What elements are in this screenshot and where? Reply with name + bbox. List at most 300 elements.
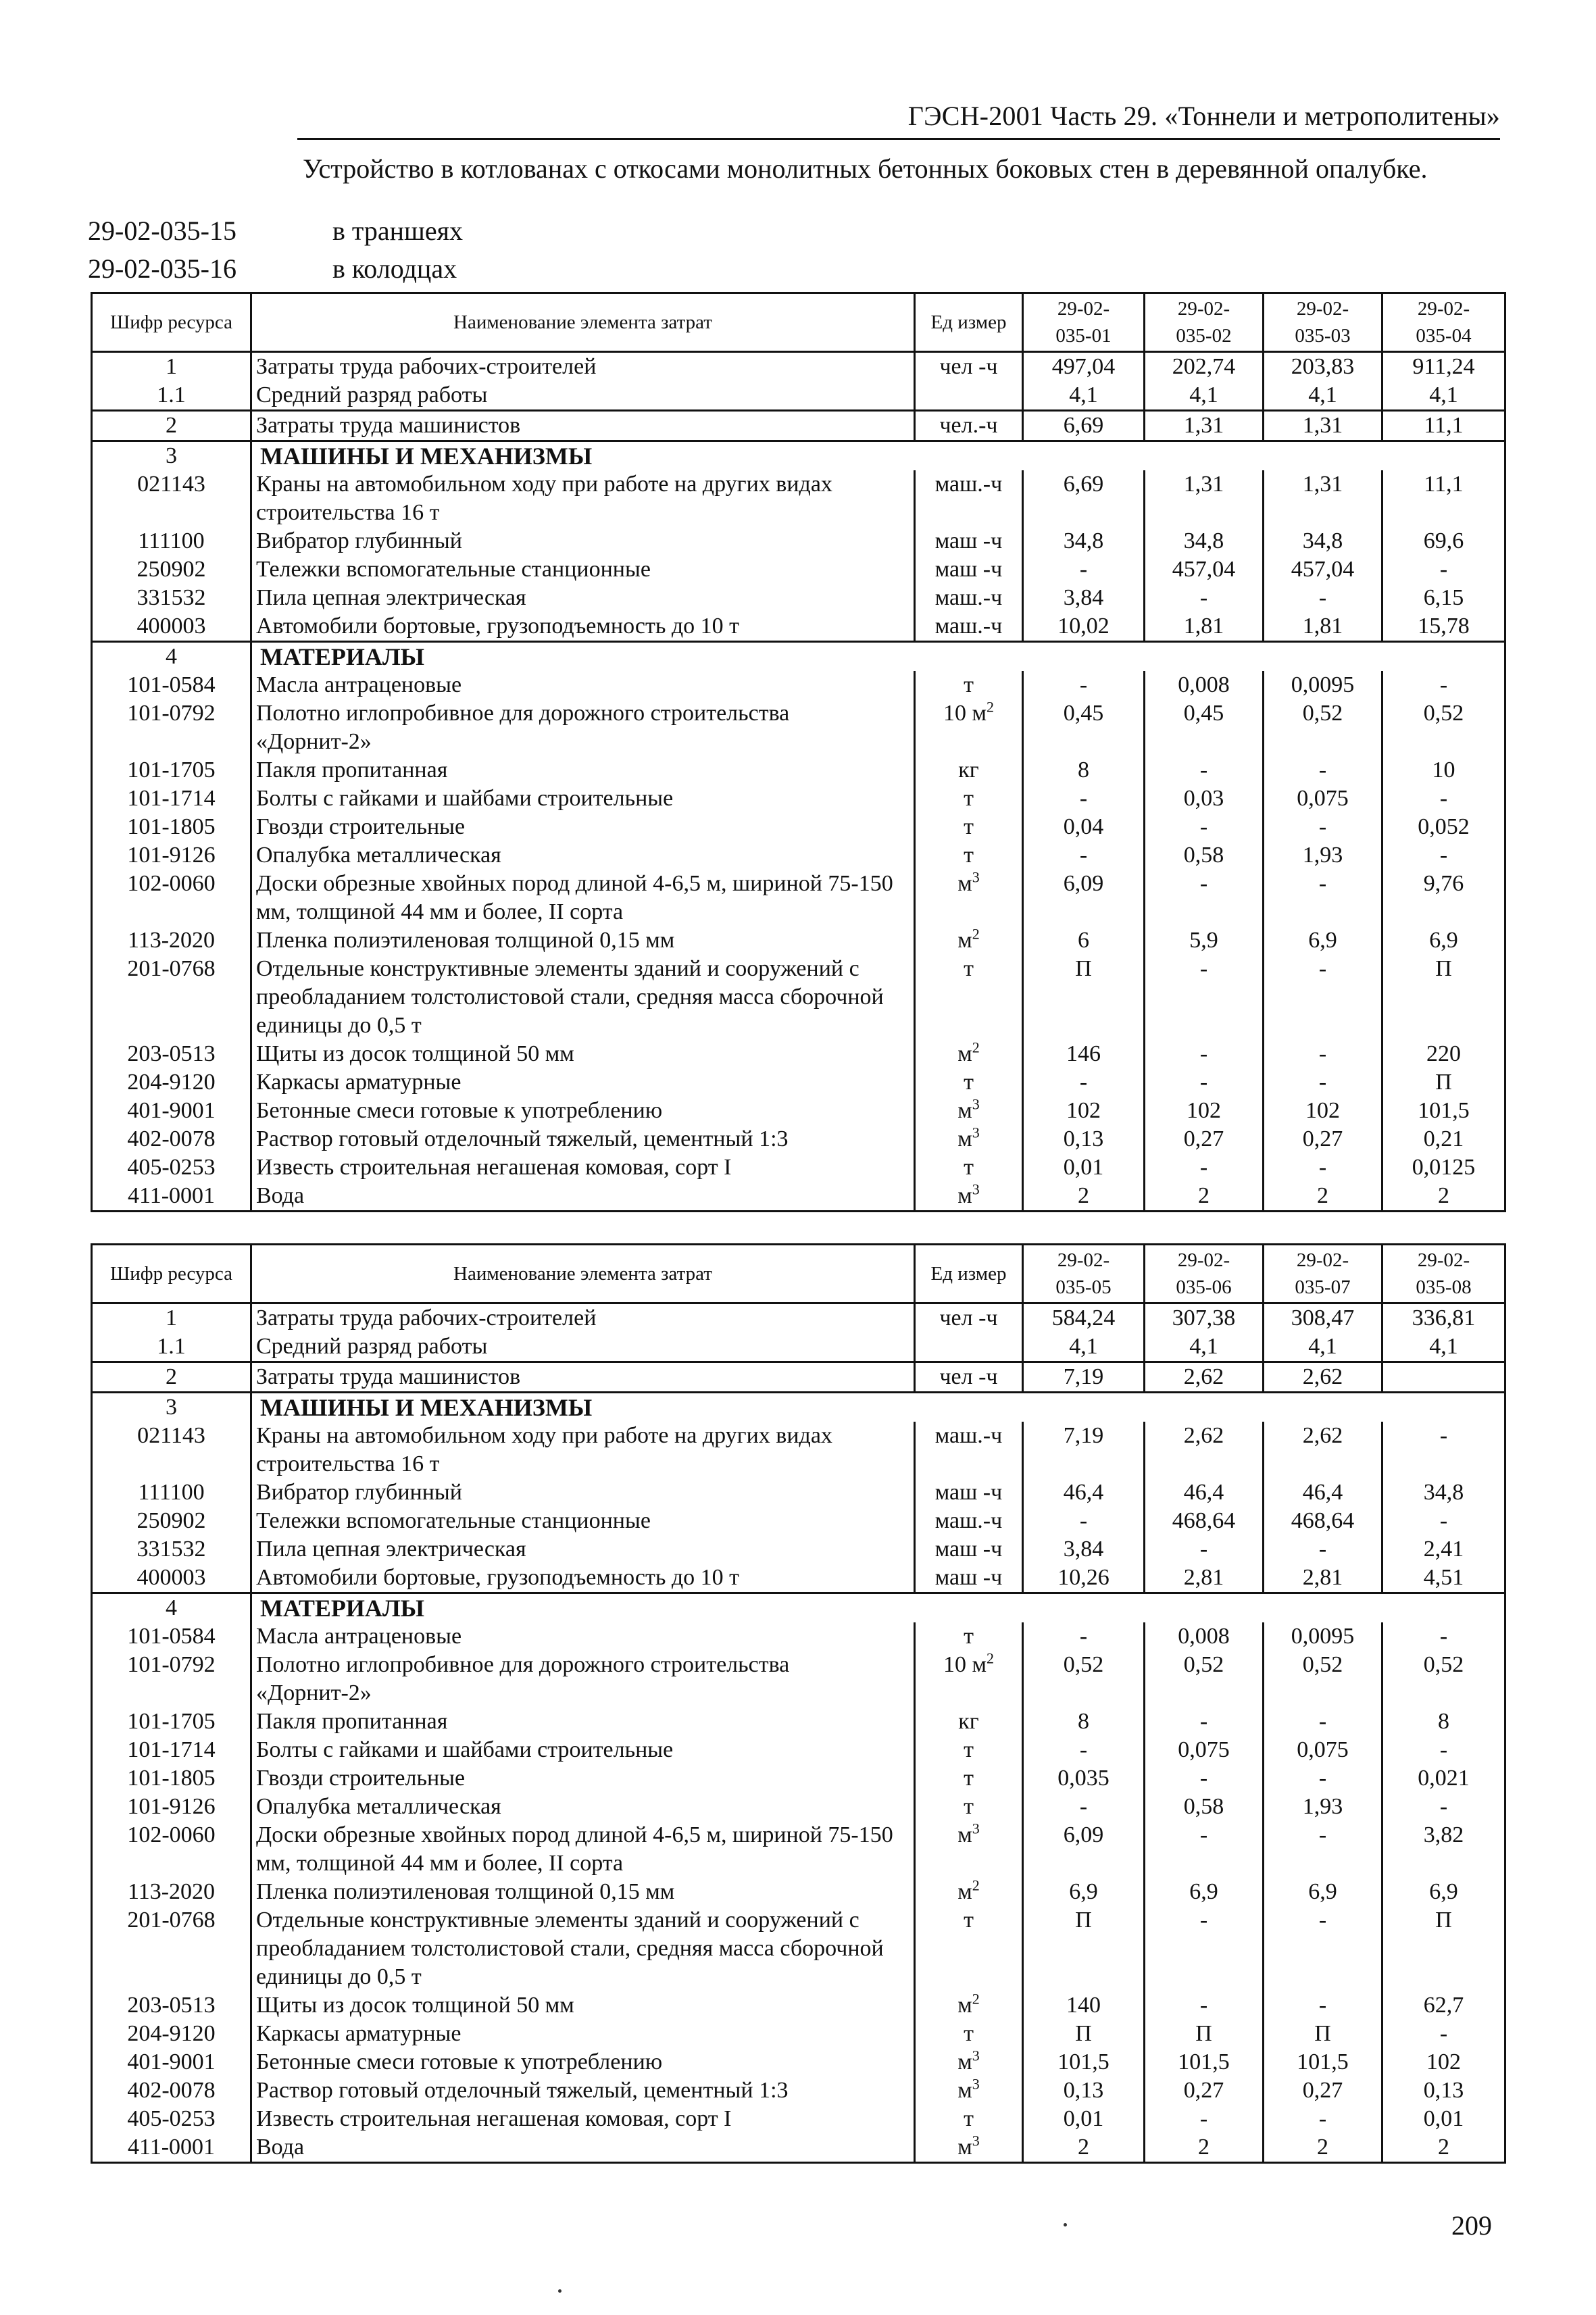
norm-value: 2 xyxy=(1382,1182,1505,1212)
norm-value: 2 xyxy=(1023,1182,1145,1212)
norm-value: 0,075 xyxy=(1264,1736,1382,1764)
header-column: 29-02- 035-05 xyxy=(1023,1245,1145,1303)
resource-code: 411-0001 xyxy=(92,1182,251,1212)
norm-value: 1,31 xyxy=(1145,470,1264,527)
resource-name: Гвозди строительные xyxy=(251,1764,915,1793)
resource-name: Краны на автомобильном ходу при работе на других видах строительства 16 т xyxy=(251,470,915,527)
norm-value: - xyxy=(1023,1793,1145,1821)
norm-value: П xyxy=(1023,1906,1145,1991)
norm-value: 3,84 xyxy=(1023,1535,1145,1564)
resource-unit: маш -ч xyxy=(915,555,1023,584)
resource-unit: т xyxy=(915,841,1023,870)
norm-value xyxy=(1382,1362,1505,1393)
norm-value: 220 xyxy=(1382,1040,1505,1068)
norm-value: 6,9 xyxy=(1264,1878,1382,1906)
table-row xyxy=(92,1708,1505,1736)
norm-value: 468,64 xyxy=(1145,1507,1264,1535)
section-heading: МАТЕРИАЛЫ xyxy=(251,642,1505,672)
norm-value: П xyxy=(1023,2020,1145,2048)
norm-value: 0,0125 xyxy=(1382,1153,1505,1182)
norm-value: - xyxy=(1264,1991,1382,2020)
resource-unit: маш.-ч xyxy=(915,612,1023,642)
resource-unit: кг xyxy=(915,1708,1023,1736)
norm-value: П xyxy=(1382,1068,1505,1097)
norm-value: 0,075 xyxy=(1145,1736,1264,1764)
resource-name: Автомобили бортовые, грузоподъемность до 10 т xyxy=(251,612,915,642)
section-item-label: в траншеях xyxy=(332,216,463,246)
norm-value: 2 xyxy=(1023,2133,1145,2163)
resource-unit: т xyxy=(915,813,1023,841)
table-row xyxy=(92,2020,1505,2048)
header-rule xyxy=(297,138,1500,140)
norm-value: 457,04 xyxy=(1145,555,1264,584)
resource-code: 203-0513 xyxy=(92,1040,251,1068)
norm-value: - xyxy=(1382,1622,1505,1651)
table-row xyxy=(92,785,1505,813)
section-row xyxy=(92,642,1505,672)
resource-unit: $м^3$ xyxy=(915,1125,1023,1153)
norm-value: - xyxy=(1023,1622,1145,1651)
table-row xyxy=(92,1793,1505,1821)
table-row xyxy=(92,1821,1505,1878)
section-row xyxy=(92,1393,1505,1422)
table-row xyxy=(92,699,1505,756)
resource-name: Отдельные конструктивные элементы зданий и сооружений с преобладанием толстолистовой стали, средняя масса сборочной единицы до 0,5 т xyxy=(251,955,915,1040)
norm-value: 4,1 xyxy=(1382,381,1505,411)
table-row xyxy=(92,1764,1505,1793)
norm-value: - xyxy=(1382,1736,1505,1764)
norm-value: - xyxy=(1145,1068,1264,1097)
resource-name: Пила цепная электрическая xyxy=(251,1535,915,1564)
norm-value: 336,81 xyxy=(1382,1303,1505,1333)
resource-code: 405-0253 xyxy=(92,2105,251,2133)
resource-name: Каркасы арматурные xyxy=(251,1068,915,1097)
table-row xyxy=(92,1651,1505,1708)
norm-value: - xyxy=(1145,955,1264,1040)
norm-value: 0,01 xyxy=(1382,2105,1505,2133)
norm-value: - xyxy=(1382,2020,1505,2048)
norm-value: 2 xyxy=(1145,2133,1264,2163)
section-title: Устройство в котлованах с откосами монолитных бетонных боковых стен в деревянной опалубке. xyxy=(303,153,1428,184)
norm-value: 6,9 xyxy=(1145,1878,1264,1906)
scan-speck xyxy=(1064,2223,1067,2226)
norm-value: 911,24 xyxy=(1382,352,1505,382)
norm-value: 0,58 xyxy=(1145,841,1264,870)
resource-name: Вода xyxy=(251,2133,915,2163)
table-row xyxy=(92,1736,1505,1764)
norm-value: 0,52 xyxy=(1264,1651,1382,1708)
unit-exponent: 2 xyxy=(972,926,980,943)
resource-unit: маш -ч xyxy=(915,1535,1023,1564)
norm-value: - xyxy=(1145,1153,1264,1182)
norm-value: 0,01 xyxy=(1023,1153,1145,1182)
norm-value: - xyxy=(1023,841,1145,870)
table-header-row xyxy=(92,1245,1505,1303)
norm-value: 10,26 xyxy=(1023,1564,1145,1593)
norm-value: 6,9 xyxy=(1023,1878,1145,1906)
header-unit: Ед измер xyxy=(915,293,1023,352)
unit-exponent: 3 xyxy=(972,1125,980,1141)
norm-value: - xyxy=(1145,1535,1264,1564)
norm-value: 0,45 xyxy=(1023,699,1145,756)
resource-code: 203-0513 xyxy=(92,1991,251,2020)
table-row xyxy=(92,1478,1505,1507)
table-row xyxy=(92,756,1505,785)
table-row xyxy=(92,1097,1505,1125)
norm-value: - xyxy=(1382,1507,1505,1535)
norm-value: - xyxy=(1382,785,1505,813)
resource-unit: т xyxy=(915,1153,1023,1182)
section-item xyxy=(88,212,463,250)
resource-code: 111100 xyxy=(92,527,251,555)
resource-name: Пакля пропитанная xyxy=(251,756,915,785)
table-row xyxy=(92,2133,1505,2163)
resource-unit xyxy=(915,381,1023,411)
norm-value: 102 xyxy=(1023,1097,1145,1125)
resource-name: Полотно иглопробивное для дорожного строительства «Дорнит-2» xyxy=(251,699,915,756)
norm-value: 6,9 xyxy=(1382,926,1505,955)
resource-unit: маш.-ч xyxy=(915,1422,1023,1478)
resource-code: 101-9126 xyxy=(92,1793,251,1821)
norm-value: 102 xyxy=(1382,2048,1505,2076)
table-row xyxy=(92,1878,1505,1906)
norm-value: - xyxy=(1023,671,1145,699)
resource-code: 400003 xyxy=(92,1564,251,1593)
resource-unit: т xyxy=(915,2020,1023,2048)
section-row xyxy=(92,441,1505,471)
norm-value: 0,13 xyxy=(1023,2076,1145,2105)
norm-value: 0,008 xyxy=(1145,671,1264,699)
resource-unit: т xyxy=(915,1764,1023,1793)
resource-name: Опалубка металлическая xyxy=(251,1793,915,1821)
resource-unit: маш.-ч xyxy=(915,1507,1023,1535)
resource-unit: $м^3$ xyxy=(915,1821,1023,1878)
scan-speck xyxy=(558,2289,562,2293)
norm-value: - xyxy=(1264,1153,1382,1182)
norm-value: 101,5 xyxy=(1382,1097,1505,1125)
norm-value: 0,0095 xyxy=(1264,1622,1382,1651)
table-row xyxy=(92,926,1505,955)
resource-code: 021143 xyxy=(92,1422,251,1478)
header-column: 29-02- 035-03 xyxy=(1264,293,1382,352)
header-column: 29-02- 035-04 xyxy=(1382,293,1505,352)
header-column: 29-02- 035-06 xyxy=(1145,1245,1264,1303)
norm-value: - xyxy=(1264,1535,1382,1564)
resource-code: 2 xyxy=(92,1362,251,1393)
norm-value: П xyxy=(1023,955,1145,1040)
norm-value: 0,13 xyxy=(1023,1125,1145,1153)
resource-code: 1 xyxy=(92,1303,251,1333)
norm-value: 0,0095 xyxy=(1264,671,1382,699)
resource-code: 101-9126 xyxy=(92,841,251,870)
norm-value: 4,1 xyxy=(1145,381,1264,411)
norm-value: 0,27 xyxy=(1145,2076,1264,2105)
section-row xyxy=(92,1593,1505,1623)
norm-value: 8 xyxy=(1023,1708,1145,1736)
resource-name: Пила цепная электрическая xyxy=(251,584,915,612)
norm-value: - xyxy=(1145,756,1264,785)
resource-unit: $м^2$ xyxy=(915,1991,1023,2020)
norm-value: 0,52 xyxy=(1382,1651,1505,1708)
norm-value: 7,19 xyxy=(1023,1422,1145,1478)
norm-value: 11,1 xyxy=(1382,470,1505,527)
norm-value: 0,52 xyxy=(1264,699,1382,756)
norm-value: 4,1 xyxy=(1023,381,1145,411)
resource-code: 402-0078 xyxy=(92,2076,251,2105)
resource-code: 101-0584 xyxy=(92,1622,251,1651)
header-unit: Ед измер xyxy=(915,1245,1023,1303)
norm-value: - xyxy=(1264,1906,1382,1991)
norm-value: 0,04 xyxy=(1023,813,1145,841)
norm-value: 11,1 xyxy=(1382,411,1505,441)
norm-value: - xyxy=(1264,1068,1382,1097)
norm-value: - xyxy=(1023,785,1145,813)
norm-value: - xyxy=(1382,671,1505,699)
resource-code: 204-9120 xyxy=(92,1068,251,1097)
norm-value: 7,19 xyxy=(1023,1362,1145,1393)
norm-value: - xyxy=(1145,1764,1264,1793)
norm-value: 5,9 xyxy=(1145,926,1264,955)
norm-value: 2 xyxy=(1145,1182,1264,1212)
unit-exponent: 2 xyxy=(987,699,994,716)
norm-value: 2,62 xyxy=(1145,1422,1264,1478)
table-row xyxy=(92,1422,1505,1478)
unit-exponent: 3 xyxy=(972,1821,980,1837)
resource-unit: $м^2$ xyxy=(915,1878,1023,1906)
norm-value: 497,04 xyxy=(1023,352,1145,382)
resource-name: Каркасы арматурные xyxy=(251,2020,915,2048)
norm-value: 101,5 xyxy=(1264,2048,1382,2076)
table-row xyxy=(92,1906,1505,1991)
resource-unit: $м^2$ xyxy=(915,926,1023,955)
unit-exponent: 3 xyxy=(972,2133,980,2149)
page-number: 209 xyxy=(1451,2210,1492,2241)
table-row xyxy=(92,2048,1505,2076)
norm-value: 6 xyxy=(1023,926,1145,955)
section-item-label: в колодцах xyxy=(332,253,457,284)
table-row xyxy=(92,381,1505,411)
resource-unit: т xyxy=(915,1068,1023,1097)
norm-value: 307,38 xyxy=(1145,1303,1264,1333)
table-row xyxy=(92,2076,1505,2105)
table-row xyxy=(92,555,1505,584)
norm-value: 202,74 xyxy=(1145,352,1264,382)
section-item-code: 29-02-035-16 xyxy=(88,253,236,284)
section-items xyxy=(88,212,463,288)
resource-code: 411-0001 xyxy=(92,2133,251,2163)
unit-exponent: 3 xyxy=(972,1097,980,1113)
section-heading: МАШИНЫ И МЕХАНИЗМЫ xyxy=(251,1393,1505,1422)
table-row xyxy=(92,1535,1505,1564)
norm-value: 6,09 xyxy=(1023,1821,1145,1878)
resource-unit: чел -ч xyxy=(915,1303,1023,1333)
norm-value: 15,78 xyxy=(1382,612,1505,642)
resource-code: 331532 xyxy=(92,1535,251,1564)
table-row xyxy=(92,1068,1505,1097)
resource-code: 102-0060 xyxy=(92,1821,251,1878)
resource-code: 1.1 xyxy=(92,381,251,411)
norm-value: - xyxy=(1382,555,1505,584)
resource-code: 3 xyxy=(92,1393,251,1422)
norm-value: 3,84 xyxy=(1023,584,1145,612)
resource-code: 2 xyxy=(92,411,251,441)
norm-value: 0,27 xyxy=(1264,2076,1382,2105)
norm-value: 10,02 xyxy=(1023,612,1145,642)
norm-value: 34,8 xyxy=(1382,1478,1505,1507)
resource-code: 101-0792 xyxy=(92,699,251,756)
norm-value: 0,21 xyxy=(1382,1125,1505,1153)
resource-table-2 xyxy=(91,1243,1506,2164)
unit-exponent: 2 xyxy=(972,1040,980,1056)
resource-unit: маш.-ч xyxy=(915,584,1023,612)
resource-code: 101-0792 xyxy=(92,1651,251,1708)
resource-name: Затраты труда машинистов xyxy=(251,411,915,441)
norm-value: 2,41 xyxy=(1382,1535,1505,1564)
table-row xyxy=(92,612,1505,642)
resource-name: Краны на автомобильном ходу при работе на других видах строительства 16 т xyxy=(251,1422,915,1478)
norm-value: 2,81 xyxy=(1264,1564,1382,1593)
resource-code: 113-2020 xyxy=(92,926,251,955)
unit-exponent: 2 xyxy=(987,1651,994,1667)
norm-value: 468,64 xyxy=(1264,1507,1382,1535)
norm-value: П xyxy=(1382,1906,1505,1991)
resource-unit: т xyxy=(915,955,1023,1040)
norm-value: 4,1 xyxy=(1145,1333,1264,1362)
header-column: 29-02- 035-01 xyxy=(1023,293,1145,352)
resource-name: Доски обрезные хвойных пород длиной 4-6,5 м, шириной 75-150 мм, толщиной 44 мм и более, II сорта xyxy=(251,1821,915,1878)
norm-value: 0,035 xyxy=(1023,1764,1145,1793)
table-row xyxy=(92,1153,1505,1182)
norm-value: 1,81 xyxy=(1145,612,1264,642)
norm-value: 0,021 xyxy=(1382,1764,1505,1793)
resource-name: Вибратор глубинный xyxy=(251,527,915,555)
norm-value: 584,24 xyxy=(1023,1303,1145,1333)
norm-value: - xyxy=(1145,1991,1264,2020)
table-row xyxy=(92,671,1505,699)
table-row xyxy=(92,1564,1505,1593)
table-row xyxy=(92,527,1505,555)
norm-value: 1,31 xyxy=(1145,411,1264,441)
resource-unit: кг xyxy=(915,756,1023,785)
resource-name: Болты с гайками и шайбами строительные xyxy=(251,785,915,813)
norm-value: - xyxy=(1145,2105,1264,2133)
resource-unit: маш -ч xyxy=(915,527,1023,555)
section-heading: МАШИНЫ И МЕХАНИЗМЫ xyxy=(251,441,1505,471)
resource-code: 101-1805 xyxy=(92,813,251,841)
resource-code: 101-1805 xyxy=(92,1764,251,1793)
resource-unit: $м^3$ xyxy=(915,870,1023,926)
resource-name: Известь строительная негашеная комовая, сорт I xyxy=(251,1153,915,1182)
norm-value: 0,58 xyxy=(1145,1793,1264,1821)
resource-name: Пленка полиэтиленовая толщиной 0,15 мм xyxy=(251,926,915,955)
norm-value: - xyxy=(1264,813,1382,841)
section-heading: МАТЕРИАЛЫ xyxy=(251,1593,1505,1623)
norm-value: - xyxy=(1382,1422,1505,1478)
resource-name: Болты с гайками и шайбами строительные xyxy=(251,1736,915,1764)
norm-value: 101,5 xyxy=(1145,2048,1264,2076)
unit-exponent: 3 xyxy=(972,2048,980,2064)
norm-value: 0,45 xyxy=(1145,699,1264,756)
resource-unit: т xyxy=(915,2105,1023,2133)
resource-name: Щиты из досок толщиной 50 мм xyxy=(251,1991,915,2020)
resource-unit: маш.-ч xyxy=(915,470,1023,527)
norm-value: - xyxy=(1023,555,1145,584)
table-row xyxy=(92,1040,1505,1068)
table-body xyxy=(92,1303,1505,2163)
norm-value: 3,82 xyxy=(1382,1821,1505,1878)
norm-value: - xyxy=(1264,1708,1382,1736)
resource-code: 405-0253 xyxy=(92,1153,251,1182)
resource-name: Раствор готовый отделочный тяжелый, цементный 1:3 xyxy=(251,2076,915,2105)
resource-code: 1 xyxy=(92,352,251,382)
norm-value: 203,83 xyxy=(1264,352,1382,382)
resource-name: Вода xyxy=(251,1182,915,1212)
norm-value: 102 xyxy=(1264,1097,1382,1125)
norm-value: 46,4 xyxy=(1264,1478,1382,1507)
norm-value: 2 xyxy=(1382,2133,1505,2163)
norm-value: 2,81 xyxy=(1145,1564,1264,1593)
resource-code: 021143 xyxy=(92,470,251,527)
resource-name: Отдельные конструктивные элементы зданий и сооружений с преобладанием толстолистовой стали, средняя масса сборочной единицы до 0,5 т xyxy=(251,1906,915,1991)
table-row xyxy=(92,1622,1505,1651)
norm-value: - xyxy=(1145,813,1264,841)
header-column: 29-02- 035-08 xyxy=(1382,1245,1505,1303)
resource-unit: чел -ч xyxy=(915,352,1023,382)
resource-code: 102-0060 xyxy=(92,870,251,926)
norm-value: 0,052 xyxy=(1382,813,1505,841)
unit-exponent: 2 xyxy=(972,1991,980,2008)
norm-value: 62,7 xyxy=(1382,1991,1505,2020)
resource-name: Известь строительная негашеная комовая, сорт I xyxy=(251,2105,915,2133)
table-row xyxy=(92,470,1505,527)
resource-name: Полотно иглопробивное для дорожного строительства «Дорнит-2» xyxy=(251,1651,915,1708)
norm-value: - xyxy=(1382,841,1505,870)
norm-value: - xyxy=(1145,584,1264,612)
norm-value: 34,8 xyxy=(1264,527,1382,555)
table-row xyxy=(92,411,1505,441)
norm-value: 4,51 xyxy=(1382,1564,1505,1593)
resource-code: 101-1714 xyxy=(92,1736,251,1764)
norm-value: 1,31 xyxy=(1264,470,1382,527)
norm-value: П xyxy=(1264,2020,1382,2048)
resource-code: 4 xyxy=(92,1593,251,1623)
resource-name: Пленка полиэтиленовая толщиной 0,15 мм xyxy=(251,1878,915,1906)
table-row xyxy=(92,2105,1505,2133)
resource-name: Масла антраценовые xyxy=(251,1622,915,1651)
resource-code: 101-1714 xyxy=(92,785,251,813)
norm-value: - xyxy=(1264,584,1382,612)
resource-name: Масла антраценовые xyxy=(251,671,915,699)
norm-value: 2 xyxy=(1264,2133,1382,2163)
norm-value: 0,008 xyxy=(1145,1622,1264,1651)
norm-value: - xyxy=(1264,756,1382,785)
header-column: 29-02- 035-02 xyxy=(1145,293,1264,352)
resource-name: Бетонные смеси готовые к употреблению xyxy=(251,2048,915,2076)
resource-code: 401-9001 xyxy=(92,2048,251,2076)
norm-value: 0,52 xyxy=(1382,699,1505,756)
section-item xyxy=(88,250,463,288)
table-row xyxy=(92,1182,1505,1212)
norm-value: 6,15 xyxy=(1382,584,1505,612)
resource-name: Гвозди строительные xyxy=(251,813,915,841)
resource-unit xyxy=(915,1333,1023,1362)
norm-value: 1,93 xyxy=(1264,841,1382,870)
norm-value: 0,01 xyxy=(1023,2105,1145,2133)
resource-unit: маш -ч xyxy=(915,1564,1023,1593)
norm-value: 0,075 xyxy=(1264,785,1382,813)
norm-value: 2 xyxy=(1264,1182,1382,1212)
resource-name: Затраты труда рабочих-строителей xyxy=(251,1303,915,1333)
